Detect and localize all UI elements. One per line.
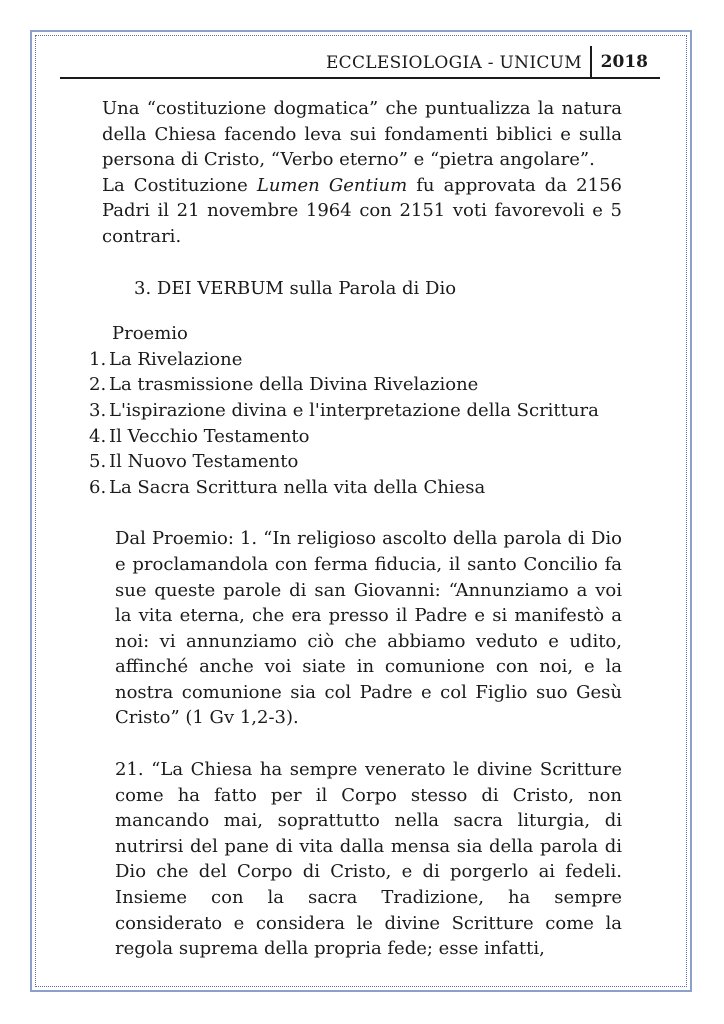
chapter-number: 4. (89, 425, 107, 447)
chapter-label: L'ispirazione divina e l'interpretazione della Scrittura (109, 399, 599, 421)
lumen-gentium-title: Lumen Gentium (256, 174, 408, 196)
intro-paragraph: Una “costituzione dogmatica” che puntualizza la natura della Chiesa facendo leva sui fondamenti biblici e sulla persona di Cristo, “Verbo eterno” e “pietra angolare”. (102, 98, 622, 171)
header-rule (60, 77, 660, 79)
header-separator (590, 46, 592, 78)
section-title: 3. DEI VERBUM sulla Parola di Dio (134, 277, 457, 299)
chapter-label: Il Nuovo Testamento (109, 451, 299, 473)
chapter-label: La Rivelazione (109, 348, 243, 370)
approval-text-end: fu approvata da 2156 Padri il 21 novembre 1964 con 2151 voti favorevoli e 5 contrari. (102, 174, 622, 247)
chapter-number: 5. (89, 451, 107, 473)
article-21-quote: 21. “La Chiesa ha sempre venerato le divine Scritture come ha fatto per il Corpo stesso di Cristo, non mancando mai, soprattutto nella sacra liturgia, di nutrirsi del pane di vita dalla mensa sia della parola di Dio che del Corpo di Cristo, e di porgerlo ai fedeli. Insieme con la sacra Tradizione, ha sempre considerato e considera le divine Scritture come la regola suprema della propria fede; esse infatti, (115, 759, 622, 960)
approval-paragraph (102, 173, 622, 250)
proemio-quote: Dal Proemio: 1. “In religioso ascolto della parola di Dio e proclamandola con ferma fiducia, il santo Concilio fa sue queste parole di san Giovanni: “Annunziamo a voi la vita eterna, che era presso il Padre e si manifestò a noi: vi annunziamo ciò che abbiamo veduto e udito, affinché anche voi siate in comunione con noi, e la nostra comunione sia col Padre e col Figlio suo Gesù Cristo” (1 Gv 1,2-3). (115, 528, 622, 729)
list-item (89, 475, 622, 501)
chapter-number: 6. (89, 476, 107, 498)
proemio-label: Proemio (112, 323, 188, 345)
list-item (89, 372, 622, 398)
list-item (89, 347, 622, 373)
header-year: 2018 (600, 52, 648, 72)
chapter-number: 2. (89, 374, 107, 396)
chapter-list (89, 347, 622, 501)
approval-text-start: La Costituzione (102, 174, 257, 196)
chapter-label: Il Vecchio Testamento (109, 425, 310, 447)
page-header (60, 44, 658, 80)
chapter-number: 1. (89, 348, 107, 370)
chapter-label: La trasmissione della Divina Rivelazione (109, 374, 479, 396)
list-item (89, 449, 622, 475)
list-item (89, 424, 622, 450)
chapter-label: La Sacra Scrittura nella vita della Chiesa (109, 476, 486, 498)
header-title: ECCLESIOLOGIA - UNICUM (325, 53, 582, 73)
page-content (89, 96, 622, 962)
chapter-number: 3. (89, 399, 107, 421)
list-item (89, 398, 622, 424)
